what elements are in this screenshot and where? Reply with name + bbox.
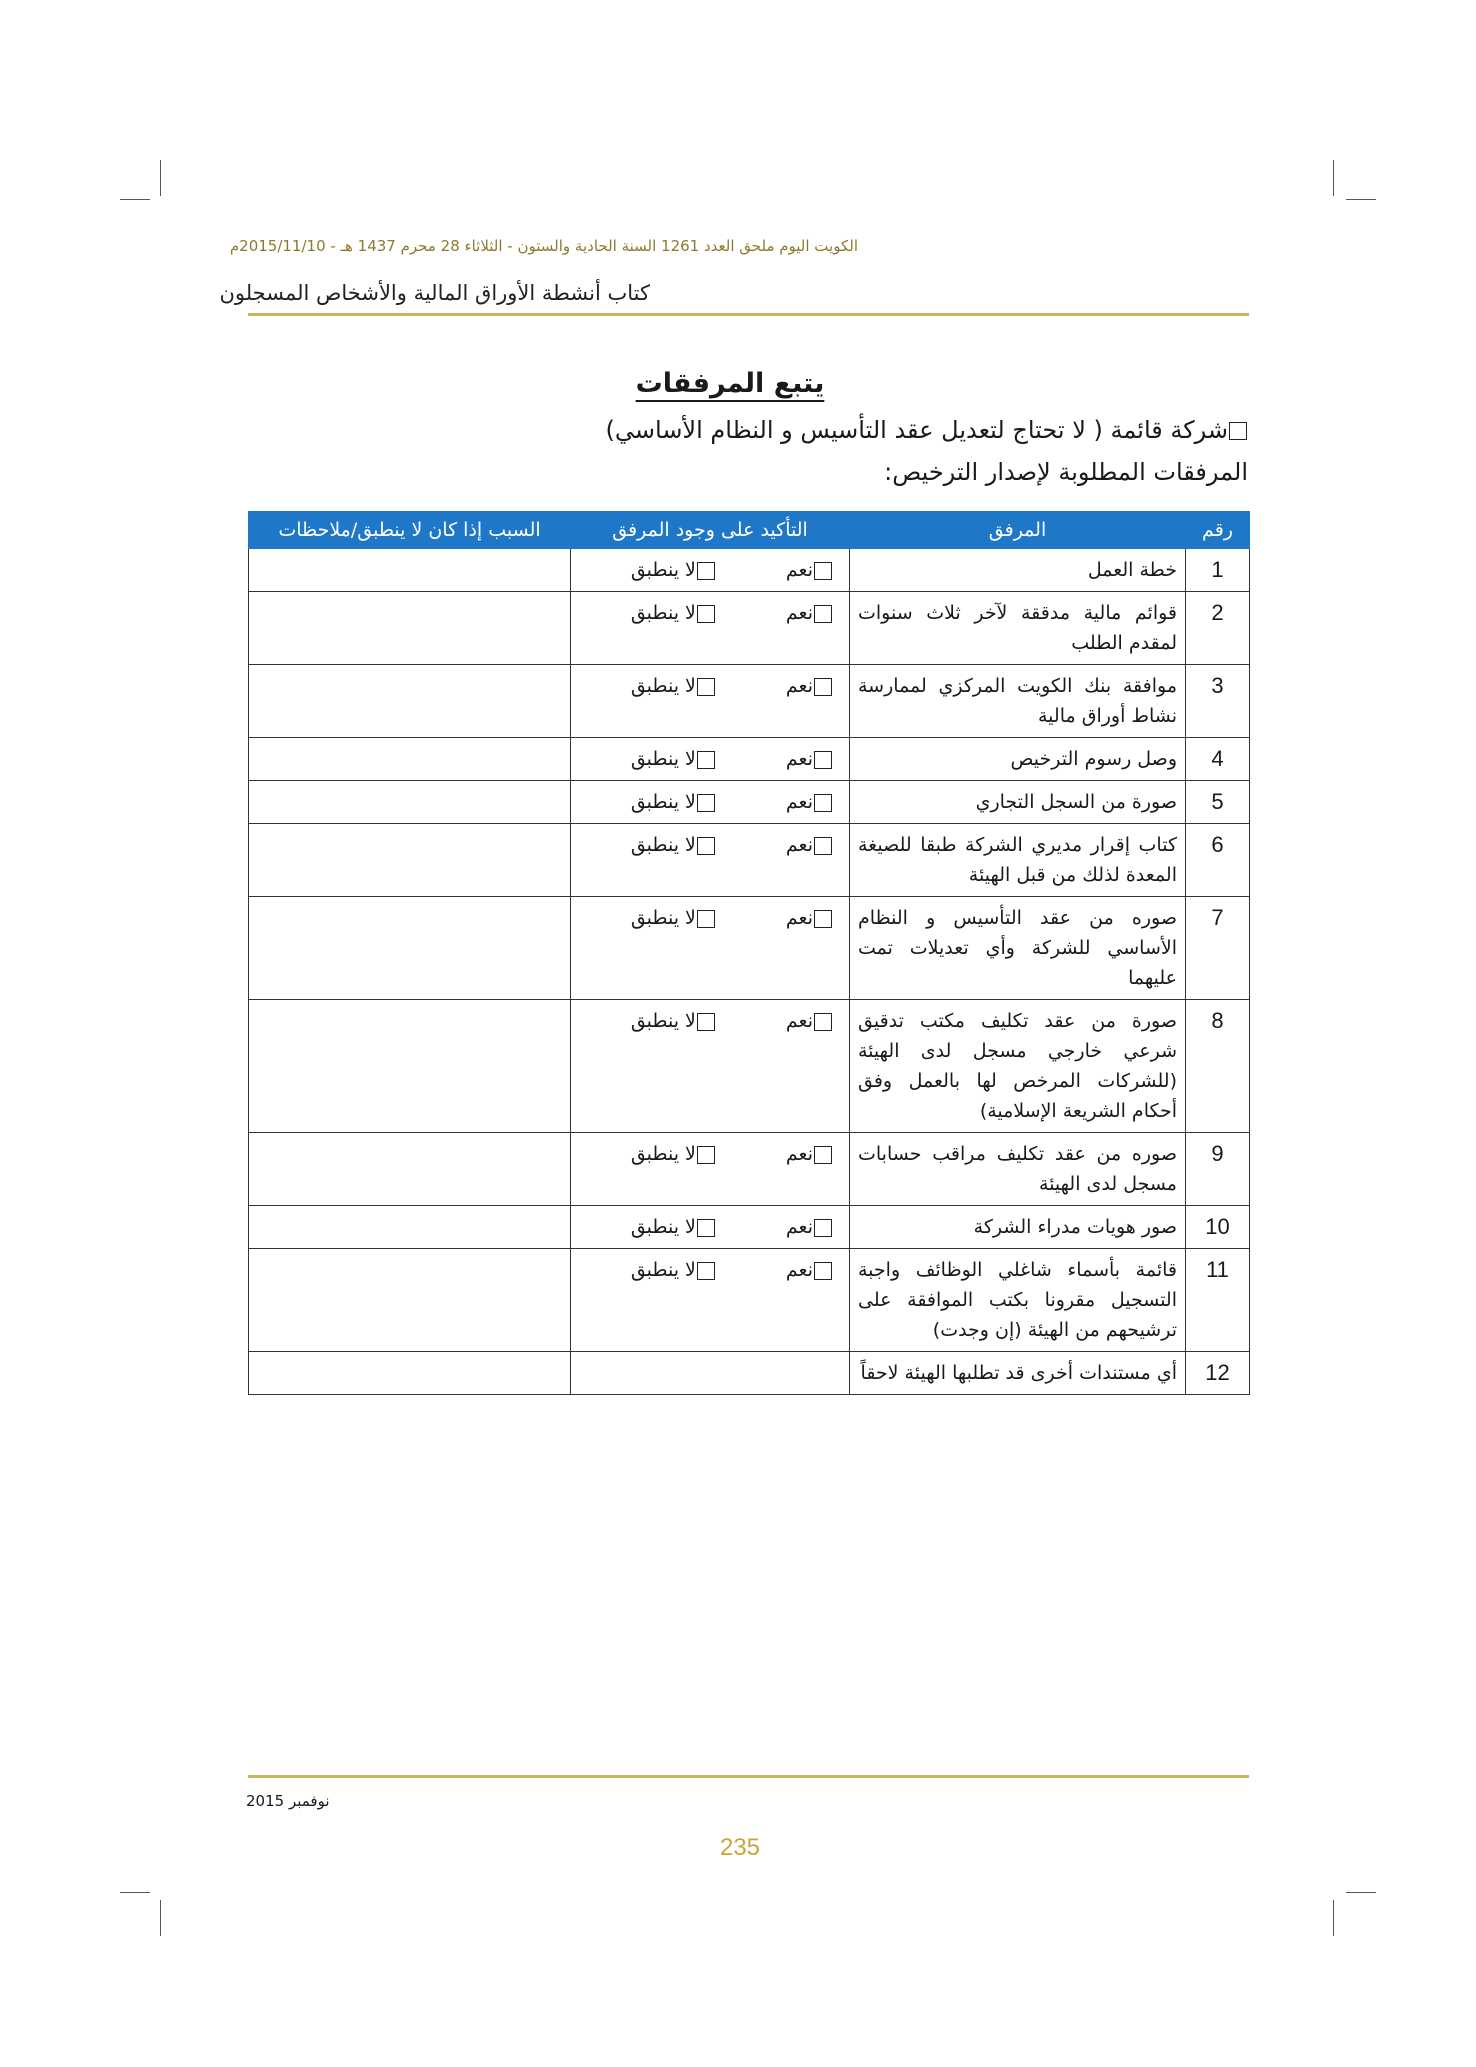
crop-mark	[1333, 160, 1334, 196]
table-row	[249, 897, 1250, 1000]
crop-mark	[1346, 199, 1376, 200]
yes-checkbox[interactable]	[814, 1219, 832, 1237]
crop-mark	[120, 199, 150, 200]
not-applicable-option	[631, 830, 716, 860]
not-applicable-checkbox[interactable]	[697, 678, 715, 696]
attachment-name: صوره من عقد تكليف مراقب حسابات مسجل لدى الهيئة	[850, 1133, 1186, 1206]
not-applicable-option	[631, 555, 716, 585]
yes-label: نعم	[785, 907, 813, 929]
notes-cell[interactable]	[249, 549, 571, 592]
yes-label: نعم	[785, 748, 813, 770]
not-applicable-checkbox[interactable]	[697, 1219, 715, 1237]
crop-mark	[1333, 1900, 1334, 1936]
notes-cell[interactable]	[249, 1352, 571, 1395]
yes-label: نعم	[785, 834, 813, 856]
yes-option	[786, 787, 833, 817]
notes-cell[interactable]	[249, 897, 571, 1000]
notes-cell[interactable]	[249, 1206, 571, 1249]
issue-line: الكويت اليوم ملحق العدد 1261 السنة الحادية والستون - الثلاثاء 28 محرم 1437 هـ - 2015/11/10م	[229, 237, 858, 255]
confirmation-cell	[571, 781, 850, 824]
yes-label: نعم	[785, 1216, 813, 1238]
yes-checkbox[interactable]	[814, 562, 832, 580]
table-row	[249, 1133, 1250, 1206]
notes-cell[interactable]	[249, 781, 571, 824]
not-applicable-label: لا ينطبق	[630, 1216, 696, 1238]
not-applicable-label: لا ينطبق	[630, 602, 696, 624]
not-applicable-option	[631, 1255, 716, 1285]
confirmation-cell	[571, 549, 850, 592]
yes-label: نعم	[785, 1010, 813, 1032]
header-rule	[248, 313, 1249, 316]
table-row	[249, 1206, 1250, 1249]
row-number: 1	[1186, 549, 1250, 592]
company-label: شركة قائمة ( لا تحتاج لتعديل عقد التأسيس و النظام الأساسي)	[605, 416, 1228, 444]
yes-checkbox[interactable]	[814, 605, 832, 623]
confirmation-cell	[571, 1133, 850, 1206]
required-attachments-label: المرفقات المطلوبة لإصدار الترخيص:	[884, 458, 1248, 486]
company-option	[606, 416, 1248, 444]
section-title: يتبع المرفقات	[635, 368, 825, 399]
not-applicable-label: لا ينطبق	[630, 834, 696, 856]
not-applicable-checkbox[interactable]	[697, 910, 715, 928]
table-row	[249, 665, 1250, 738]
attachment-name: قائمة بأسماء شاغلي الوظائف واجبة التسجيل مقرونا بكتب الموافقة على ترشيحهم من الهيئة (إن وجدت)	[850, 1249, 1186, 1352]
not-applicable-checkbox[interactable]	[697, 605, 715, 623]
table-row	[249, 1249, 1250, 1352]
crop-mark	[1346, 1892, 1376, 1893]
table-row	[249, 1352, 1250, 1395]
attachment-name: وصل رسوم الترخيص	[850, 738, 1186, 781]
yes-option	[786, 1255, 833, 1285]
not-applicable-option	[631, 598, 716, 628]
not-applicable-option	[631, 1006, 716, 1036]
notes-cell[interactable]	[249, 1133, 571, 1206]
yes-checkbox[interactable]	[814, 1013, 832, 1031]
row-number: 12	[1186, 1352, 1250, 1395]
yes-label: نعم	[785, 602, 813, 624]
crop-mark	[160, 1900, 161, 1936]
attachment-name: أي مستندات أخرى قد تطلبها الهيئة لاحقاً	[850, 1352, 1186, 1395]
row-number: 11	[1186, 1249, 1250, 1352]
not-applicable-checkbox[interactable]	[697, 794, 715, 812]
attachment-name: صورة من عقد تكليف مكتب تدقيق شرعي خارجي مسجل لدى الهيئة (للشركات المرخص لها بالعمل وفق أحكام الشريعة الإسلامية)	[850, 1000, 1186, 1133]
attachments-table	[248, 511, 1250, 1395]
row-number: 5	[1186, 781, 1250, 824]
attachment-name: خطة العمل	[850, 549, 1186, 592]
not-applicable-checkbox[interactable]	[697, 1013, 715, 1031]
row-number: 4	[1186, 738, 1250, 781]
row-number: 10	[1186, 1206, 1250, 1249]
footer-rule	[248, 1775, 1249, 1778]
book-title: كتاب أنشطة الأوراق المالية والأشخاص المسجلون	[219, 281, 650, 305]
yes-checkbox[interactable]	[814, 910, 832, 928]
not-applicable-label: لا ينطبق	[630, 1259, 696, 1281]
col-header-notes: السبب إذا كان لا ينطبق/ملاحظات	[249, 512, 571, 549]
attachment-name: موافقة بنك الكويت المركزي لممارسة نشاط أوراق مالية	[850, 665, 1186, 738]
yes-option	[786, 744, 833, 774]
row-number: 6	[1186, 824, 1250, 897]
not-applicable-label: لا ينطبق	[630, 1010, 696, 1032]
confirmation-cell	[571, 1249, 850, 1352]
attachment-name: قوائم مالية مدققة لآخر ثلاث سنوات لمقدم الطلب	[850, 592, 1186, 665]
confirmation-cell	[571, 1206, 850, 1249]
not-applicable-option	[631, 744, 716, 774]
not-applicable-checkbox[interactable]	[697, 837, 715, 855]
yes-label: نعم	[785, 559, 813, 581]
table-row	[249, 1000, 1250, 1133]
yes-option	[786, 671, 833, 701]
table-header-row	[249, 512, 1250, 549]
yes-option	[786, 1139, 833, 1169]
footer-date: نوفمبر 2015	[246, 1792, 330, 1810]
notes-cell[interactable]	[249, 824, 571, 897]
row-number: 8	[1186, 1000, 1250, 1133]
not-applicable-label: لا ينطبق	[630, 675, 696, 697]
yes-label: نعم	[785, 1143, 813, 1165]
yes-label: نعم	[785, 791, 813, 813]
yes-checkbox[interactable]	[814, 1262, 832, 1280]
not-applicable-label: لا ينطبق	[630, 907, 696, 929]
yes-label: نعم	[785, 675, 813, 697]
confirmation-cell	[571, 592, 850, 665]
yes-checkbox[interactable]	[814, 751, 832, 769]
not-applicable-option	[631, 903, 716, 933]
table-row	[249, 738, 1250, 781]
crop-mark	[120, 1892, 150, 1893]
col-header-confirmation: التأكيد على وجود المرفق	[571, 512, 850, 549]
not-applicable-checkbox[interactable]	[697, 1262, 715, 1280]
confirmation-cell	[571, 738, 850, 781]
table-row	[249, 592, 1250, 665]
yes-option	[786, 903, 833, 933]
table-row	[249, 549, 1250, 592]
not-applicable-option	[631, 787, 716, 817]
confirmation-cell	[571, 665, 850, 738]
attachment-name: صور هويات مدراء الشركة	[850, 1206, 1186, 1249]
notes-cell[interactable]	[249, 1249, 571, 1352]
notes-cell[interactable]	[249, 738, 571, 781]
yes-label: نعم	[785, 1259, 813, 1281]
page-number: 235	[719, 1834, 761, 1861]
confirmation-cell	[571, 824, 850, 897]
not-applicable-option	[631, 1212, 716, 1242]
yes-option	[786, 555, 833, 585]
yes-option	[786, 1006, 833, 1036]
confirmation-cell	[571, 1352, 850, 1395]
notes-cell[interactable]	[249, 1000, 571, 1133]
attachment-name: صورة من السجل التجاري	[850, 781, 1186, 824]
attachment-name: كتاب إقرار مديري الشركة طبقا للصيغة المعدة لذلك من قبل الهيئة	[850, 824, 1186, 897]
not-applicable-label: لا ينطبق	[630, 559, 696, 581]
crop-mark	[160, 160, 161, 196]
confirmation-cell	[571, 1000, 850, 1133]
not-applicable-option	[631, 671, 716, 701]
company-checkbox[interactable]	[1229, 422, 1247, 440]
confirmation-cell	[571, 897, 850, 1000]
not-applicable-label: لا ينطبق	[630, 1143, 696, 1165]
col-header-attachment: المرفق	[850, 512, 1186, 549]
row-number: 7	[1186, 897, 1250, 1000]
yes-option	[786, 598, 833, 628]
yes-checkbox[interactable]	[814, 794, 832, 812]
not-applicable-label: لا ينطبق	[630, 748, 696, 770]
yes-option	[786, 830, 833, 860]
col-header-number: رقم	[1186, 512, 1250, 549]
not-applicable-checkbox[interactable]	[697, 562, 715, 580]
notes-cell[interactable]	[249, 592, 571, 665]
yes-checkbox[interactable]	[814, 837, 832, 855]
not-applicable-checkbox[interactable]	[697, 751, 715, 769]
attachment-name: صوره من عقد التأسيس و النظام الأساسي للشركة وأي تعديلات تمت عليهما	[850, 897, 1186, 1000]
yes-option	[786, 1212, 833, 1242]
table-row	[249, 781, 1250, 824]
row-number: 2	[1186, 592, 1250, 665]
not-applicable-label: لا ينطبق	[630, 791, 696, 813]
row-number: 9	[1186, 1133, 1250, 1206]
row-number: 3	[1186, 665, 1250, 738]
yes-checkbox[interactable]	[814, 678, 832, 696]
not-applicable-checkbox[interactable]	[697, 1146, 715, 1164]
notes-cell[interactable]	[249, 665, 571, 738]
not-applicable-option	[631, 1139, 716, 1169]
yes-checkbox[interactable]	[814, 1146, 832, 1164]
table-row	[249, 824, 1250, 897]
